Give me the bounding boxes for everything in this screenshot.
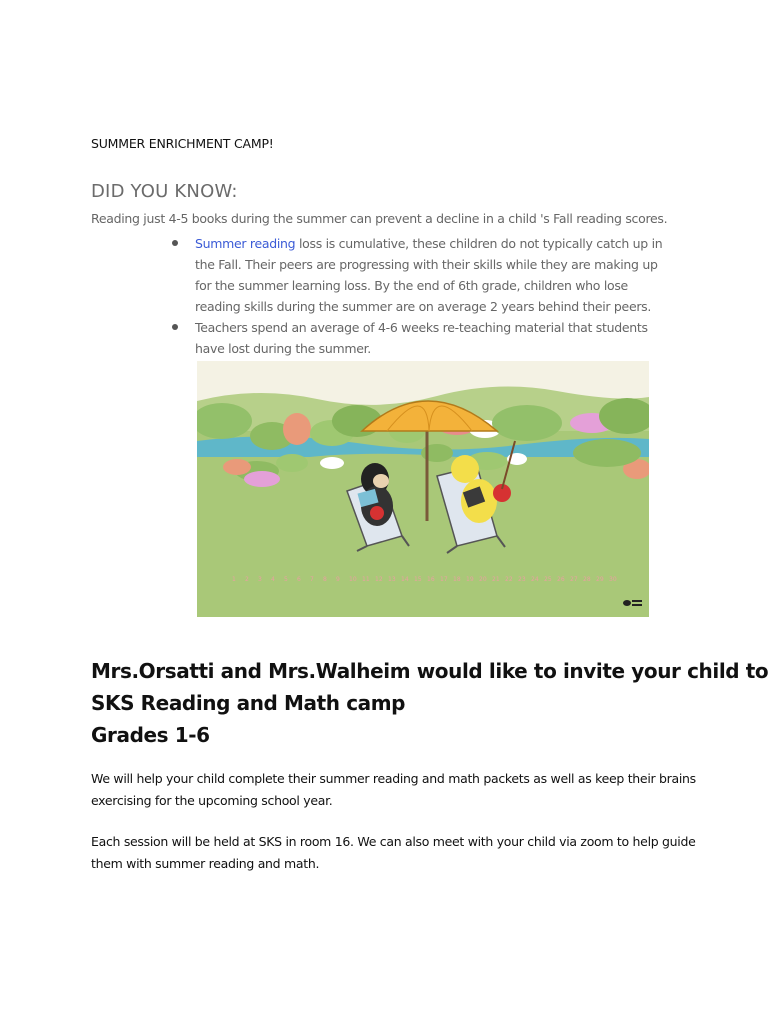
ruler-number: 14 bbox=[401, 576, 409, 583]
invite-line-3: Grades 1-6 bbox=[91, 723, 210, 747]
fact-text: loss is cumulative, these children do not typically catch up in the Fall. Their peers are progressing with their skills while they are making up for the summer learning loss. By the end of 6th grade, children who lose reading skills during the summer are on average 2 years behind their peers. bbox=[195, 236, 663, 314]
fact-text: Teachers spend an average of 4-6 weeks re-teaching material that students have lost during the summer. bbox=[195, 320, 648, 356]
ruler-number: 26 bbox=[557, 576, 565, 583]
bullet-icon bbox=[172, 240, 178, 246]
ruler-number: 21 bbox=[492, 576, 500, 583]
fact-item bbox=[172, 233, 672, 317]
ruler-number: 6 bbox=[297, 576, 301, 583]
summer-reading-link[interactable]: Summer reading bbox=[195, 236, 296, 251]
ruler-number: 20 bbox=[479, 576, 487, 583]
invite-line-2: SKS Reading and Math camp bbox=[91, 691, 406, 715]
ruler-number: 2 bbox=[245, 576, 249, 583]
ruler-number: 7 bbox=[310, 576, 314, 583]
invite-line-1: Mrs.Orsatti and Mrs.Walheim would like to invite your child to bbox=[91, 659, 769, 683]
ruler-number: 12 bbox=[375, 576, 383, 583]
ruler-number: 18 bbox=[453, 576, 461, 583]
invitation-heading bbox=[91, 655, 768, 751]
intro-text: Reading just 4-5 books during the summer can prevent a decline in a child 's Fall reading scores. bbox=[91, 211, 668, 226]
ruler-number: 17 bbox=[440, 576, 448, 583]
ruler-number: 5 bbox=[284, 576, 288, 583]
paragraph-help: We will help your child complete their summer reading and math packets as well as keep their brains exercising for the upcoming school year. bbox=[91, 771, 696, 808]
ruler-number: 25 bbox=[544, 576, 552, 583]
paragraph-session: Each session will be held at SKS in room 16. We can also meet with your child via zoom to help guide them with summer reading and math. bbox=[91, 834, 696, 871]
ruler-number: 27 bbox=[570, 576, 578, 583]
ruler-number: 23 bbox=[518, 576, 526, 583]
bullet-icon bbox=[172, 324, 178, 330]
camp-title: SUMMER ENRICHMENT CAMP! bbox=[91, 136, 274, 151]
fact-item bbox=[172, 317, 672, 359]
ruler-number: 19 bbox=[466, 576, 474, 583]
ruler-number: 4 bbox=[271, 576, 275, 583]
picnic-scene-icon bbox=[197, 361, 649, 617]
ruler-number: 10 bbox=[349, 576, 357, 583]
ruler-number: 9 bbox=[336, 576, 340, 583]
ruler-number: 3 bbox=[258, 576, 262, 583]
ruler-number: 29 bbox=[596, 576, 604, 583]
ruler-number: 1 bbox=[232, 576, 236, 583]
ruler-number: 8 bbox=[323, 576, 327, 583]
ruler-number: 15 bbox=[414, 576, 422, 583]
ruler-number: 16 bbox=[427, 576, 435, 583]
ruler-number: 13 bbox=[388, 576, 396, 583]
did-you-know-heading: DID YOU KNOW: bbox=[91, 181, 238, 202]
facts-list bbox=[172, 233, 672, 359]
ruler-number: 22 bbox=[505, 576, 513, 583]
summer-reading-illustration bbox=[197, 361, 649, 617]
ruler-number: 30 bbox=[609, 576, 617, 583]
ruler-number: 11 bbox=[362, 576, 370, 583]
ruler-number: 24 bbox=[531, 576, 539, 583]
ruler-number: 28 bbox=[583, 576, 591, 583]
